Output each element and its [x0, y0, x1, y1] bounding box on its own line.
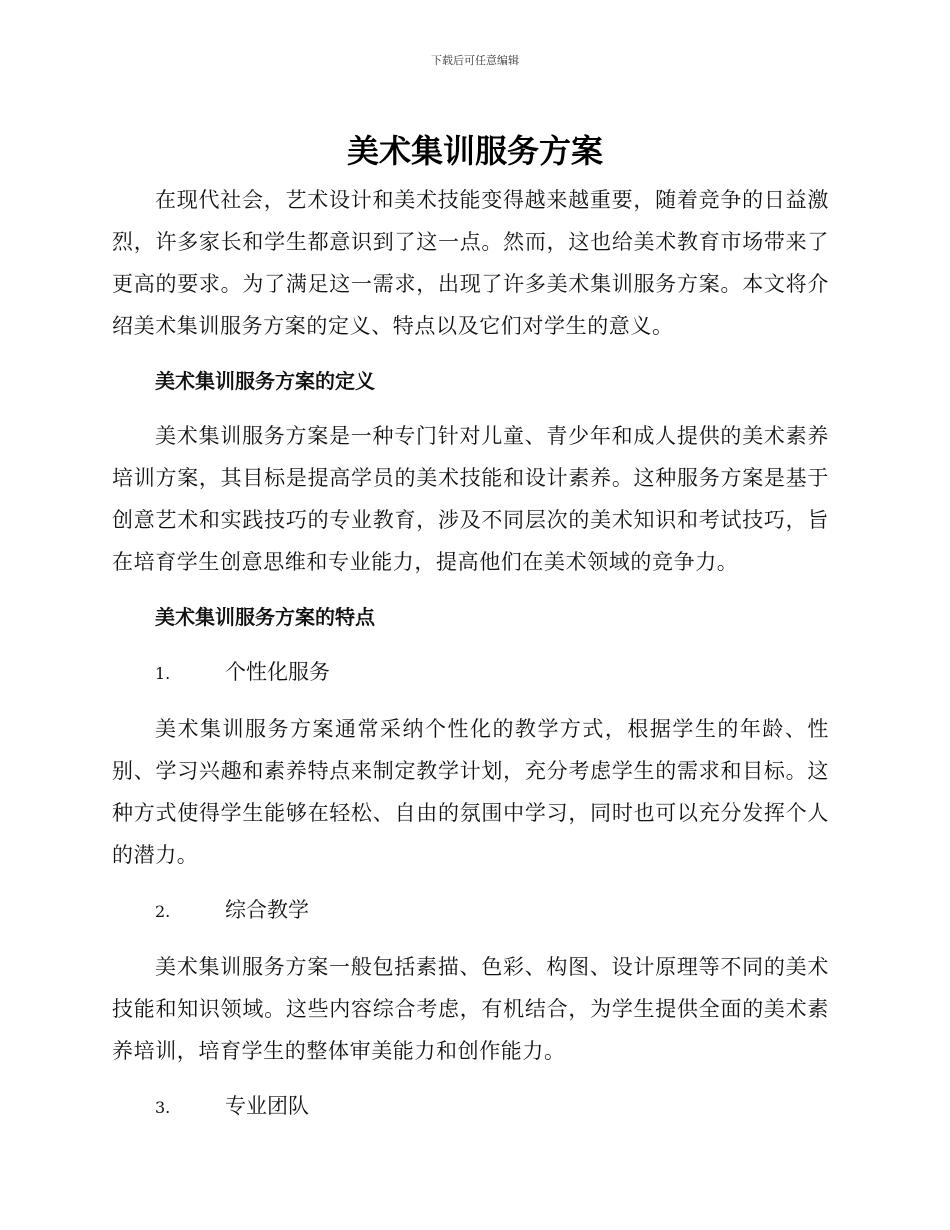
- feature-item-1: [112, 651, 829, 695]
- section-heading-features: 美术集训服务方案的特点: [155, 605, 375, 629]
- list-number: 2.: [155, 902, 171, 921]
- definition-paragraph: 美术集训服务方案是一种专门针对儿童、青少年和成人提供的美术素养培训方案，其目标是提高学员的美术技能和设计素养。这种服务方案是基于创意艺术和实践技巧的专业教育，涉及不同层次的美术知识和考试技巧，旨在培育学生创意思维和专业能力，提高他们在美术领域的竞争力。: [112, 424, 829, 574]
- list-label: 专业团队: [225, 1094, 309, 1118]
- list-number: 3.: [155, 1098, 171, 1117]
- list-label: 综合教学: [225, 898, 309, 922]
- list-number: 1.: [155, 664, 171, 683]
- page-title: 美术集训服务方案: [346, 132, 603, 170]
- header-note: 下载后可任意编辑: [431, 54, 519, 67]
- document-body: [112, 179, 829, 1129]
- list-label: 个性化服务: [225, 660, 330, 684]
- section-heading-definition: 美术集训服务方案的定义: [155, 369, 375, 393]
- feature-paragraph-2: 美术集训服务方案一般包括素描、色彩、构图、设计原理等不同的美术技能和知识领域。这些内容综合考虑，有机结合，为学生提供全面的美术素养培训，培育学生的整体审美能力和创作能力。: [112, 955, 829, 1063]
- feature-item-3: [112, 1085, 829, 1129]
- feature-paragraph-1: 美术集训服务方案通常采纳个性化的教学方式，根据学生的年龄、性别、学习兴趣和素养特点来制定教学计划，充分考虑学生的需求和目标。这种方式使得学生能够在轻松、自由的氛围中学习，同时也可以充分发挥个人的潜力。: [112, 717, 829, 867]
- feature-item-2: [112, 889, 829, 933]
- intro-paragraph: 在现代社会，艺术设计和美术技能变得越来越重要，随着竞争的日益激烈，许多家长和学生都意识到了这一点。然而，这也给美术教育市场带来了更高的要求。为了满足这一需求，出现了许多美术集训服务方案。本文将介绍美术集训服务方案的定义、特点以及它们对学生的意义。: [112, 188, 829, 338]
